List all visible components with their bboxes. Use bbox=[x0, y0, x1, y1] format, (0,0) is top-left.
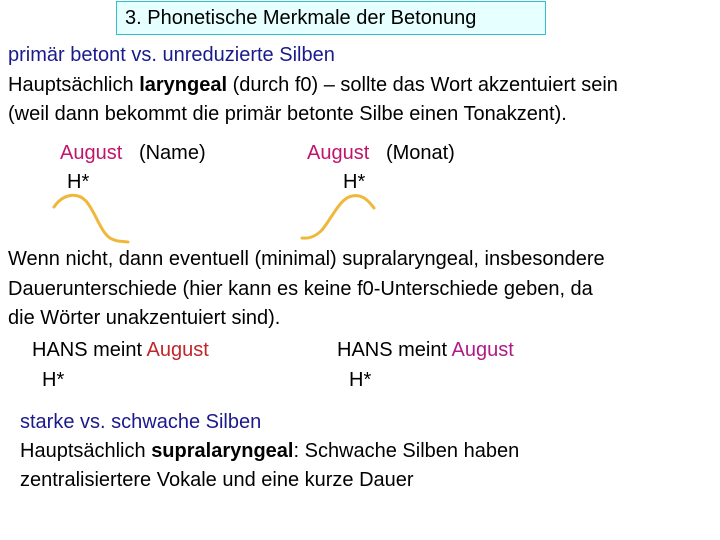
slide-title: 3. Phonetische Merkmale der Betonung bbox=[125, 7, 477, 29]
example1-label bbox=[60, 140, 206, 166]
section2-line3: die Wörter unakzentuiert sind). bbox=[8, 307, 281, 329]
example2-gloss: (Monat) bbox=[385, 142, 455, 164]
example1-word: August bbox=[60, 142, 123, 164]
section2-line2: Dauerunterschiede (hier kann es keine f0-Unterschiede geben, da bbox=[8, 278, 593, 300]
example4-label: HANS meint August bbox=[337, 339, 514, 361]
example4-word: August bbox=[451, 339, 514, 361]
section3-line2: zentralisiertere Vokale und eine kurze Dauer bbox=[20, 469, 414, 491]
section1-line2: (weil dann bekommt die primär betonte Silbe einen Tonakzent). bbox=[8, 103, 567, 125]
example3-label: HANS meint August bbox=[32, 339, 209, 361]
section3-line1: Hauptsächlich supralaryngeal: Schwache Silben haben bbox=[20, 440, 520, 462]
section2-line1: Wenn nicht, dann eventuell (minimal) supralaryngeal, insbesondere bbox=[8, 248, 605, 270]
example2-label bbox=[307, 140, 455, 166]
section1-line1: Hauptsächlich laryngeal (durch f0) – sollte das Wort akzentuiert sein bbox=[8, 74, 618, 96]
example3-word: August bbox=[146, 339, 209, 361]
example2-word: August bbox=[307, 142, 370, 164]
example4-tone: H* bbox=[349, 369, 372, 391]
section1-heading: primär betont vs. unreduzierte Silben bbox=[8, 44, 335, 66]
f0-contour-late-peak bbox=[300, 190, 380, 245]
example3-tone: H* bbox=[42, 369, 65, 391]
example2-tone: H* bbox=[343, 171, 366, 193]
section3-heading: starke vs. schwache Silben bbox=[20, 411, 262, 433]
example1-tone: H* bbox=[67, 171, 90, 193]
f0-contour-early-peak bbox=[52, 193, 132, 248]
example1-gloss: (Name) bbox=[138, 142, 206, 164]
